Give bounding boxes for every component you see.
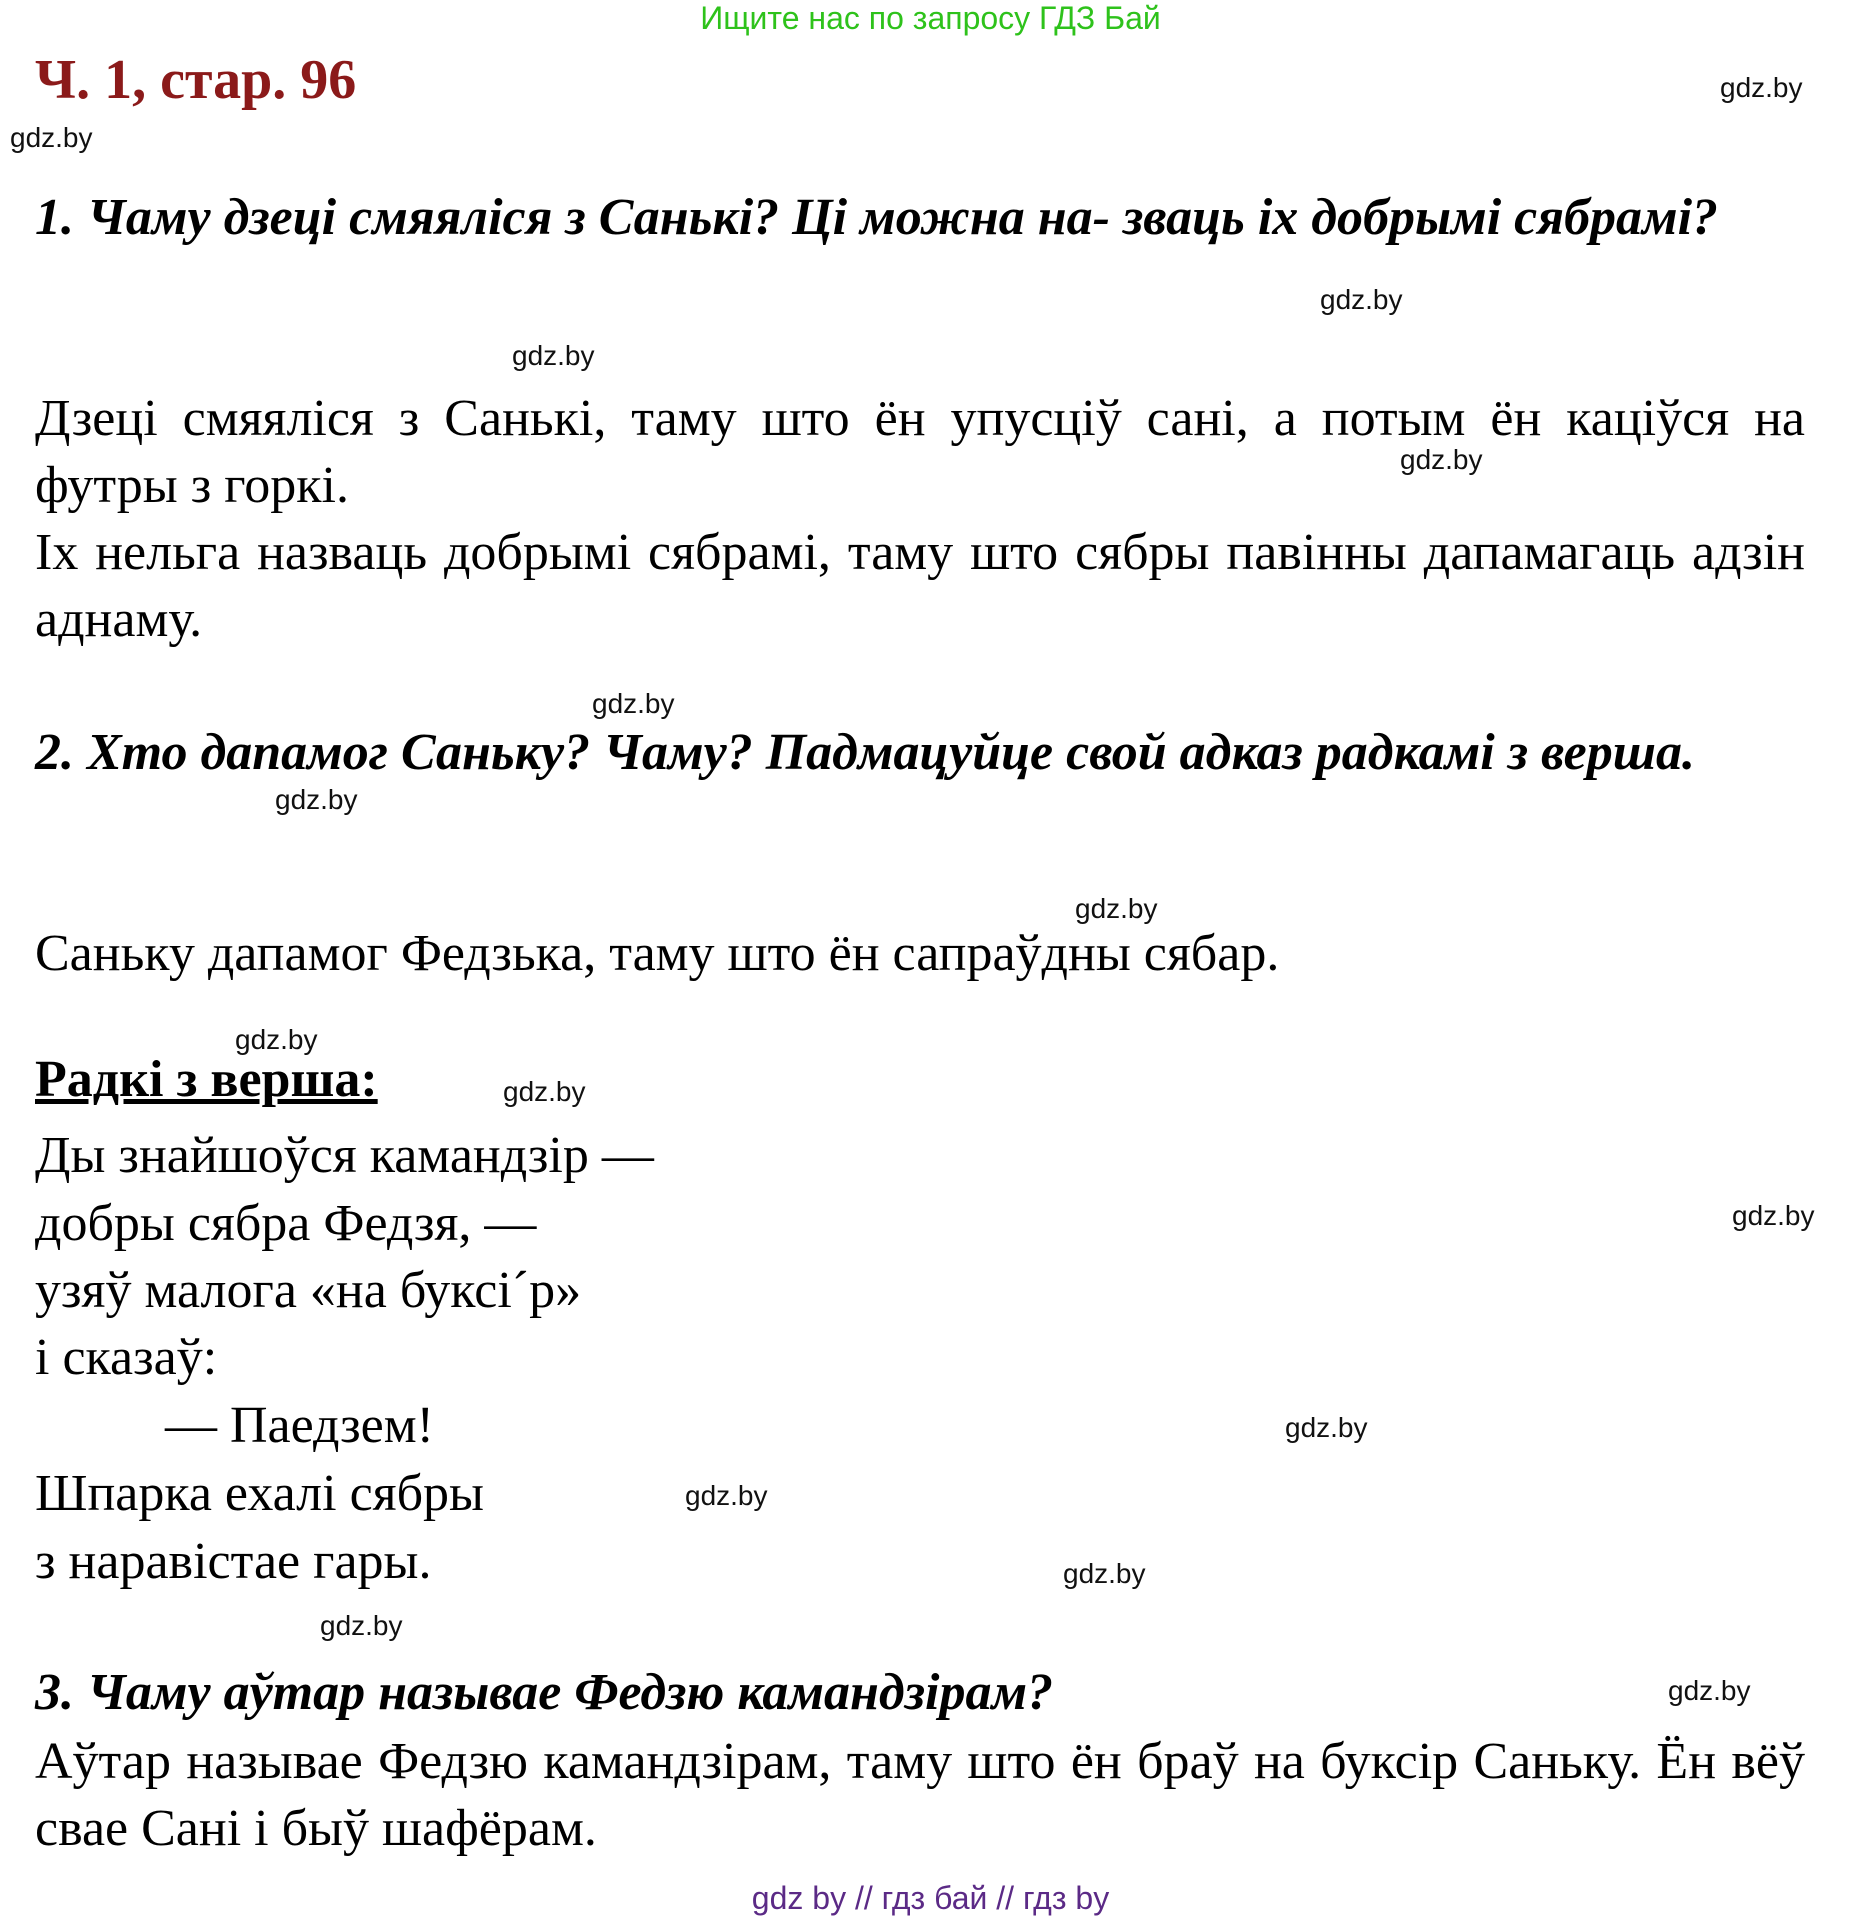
- poem-line: Шпарка ехалі сябры: [35, 1465, 484, 1522]
- poem-heading: Радкі з верша:: [35, 1051, 378, 1108]
- watermark: gdz.by: [320, 1610, 403, 1641]
- top-banner: Ищите нас по запросу ГДЗ Бай: [700, 0, 1161, 36]
- watermark: gdz.by: [592, 688, 675, 719]
- watermark: gdz.by: [512, 340, 595, 371]
- watermark: gdz.by: [1732, 1200, 1815, 1231]
- watermark: gdz.by: [1285, 1412, 1368, 1443]
- answer-1-paragraph-1: Дзеці смяяліся з Санькі, таму што ён упусціў сані, а потым ён каціўся на футры з горкі.: [35, 390, 1805, 514]
- question-1: 1. Чаму дзеці смяяліся з Санькі? Ці можна на- зваць іх добрымі сябрамі?: [35, 189, 1719, 246]
- watermark: gdz.by: [503, 1076, 586, 1107]
- watermark: gdz.by: [1720, 72, 1803, 103]
- poem-line: з наравістае гары.: [35, 1533, 432, 1590]
- watermark: gdz.by: [1075, 893, 1158, 924]
- poem-line: узяў малога «на буксі´р»: [35, 1262, 582, 1319]
- question-2: 2. Хто дапамог Саньку? Чаму? Падмацуйце свой адказ радкамі з верша.: [35, 724, 1696, 781]
- watermark: gdz.by: [1320, 284, 1403, 315]
- answer-3-paragraph: Аўтар называе Федзю камандзірам, таму што ён браў на буксір Саньку. Ён вёў свае Сані і быў шафёрам.: [35, 1733, 1805, 1857]
- watermark: gdz.by: [685, 1480, 768, 1511]
- poem-line: добры сябра Федзя, —: [35, 1195, 537, 1252]
- question-3: 3. Чаму аўтар называе Федзю камандзірам?: [35, 1664, 1054, 1721]
- watermark: gdz.by: [1063, 1558, 1146, 1589]
- watermark: gdz.by: [275, 784, 358, 815]
- watermark: gdz.by: [1400, 444, 1483, 475]
- watermark: gdz.by: [235, 1024, 318, 1055]
- answer-2-paragraph: Саньку дапамог Федзька, таму што ён сапраўдны сябар.: [35, 925, 1280, 982]
- watermark: gdz.by: [1668, 1675, 1751, 1706]
- poem-line: — Паедзем!: [165, 1397, 434, 1454]
- poem-line: і сказаў:: [35, 1329, 218, 1386]
- poem-line: Ды знайшоўся камандзір —: [35, 1127, 654, 1184]
- page-heading: Ч. 1, стар. 96: [35, 49, 357, 111]
- answer-1-paragraph-2: Іх нельга назваць добрымі сябрамі, таму што сябры павінны дапамагаць адзін аднаму.: [35, 524, 1805, 648]
- watermark: gdz.by: [10, 122, 93, 153]
- footer-links: gdz by // гдз бай // гдз by: [751, 1880, 1110, 1916]
